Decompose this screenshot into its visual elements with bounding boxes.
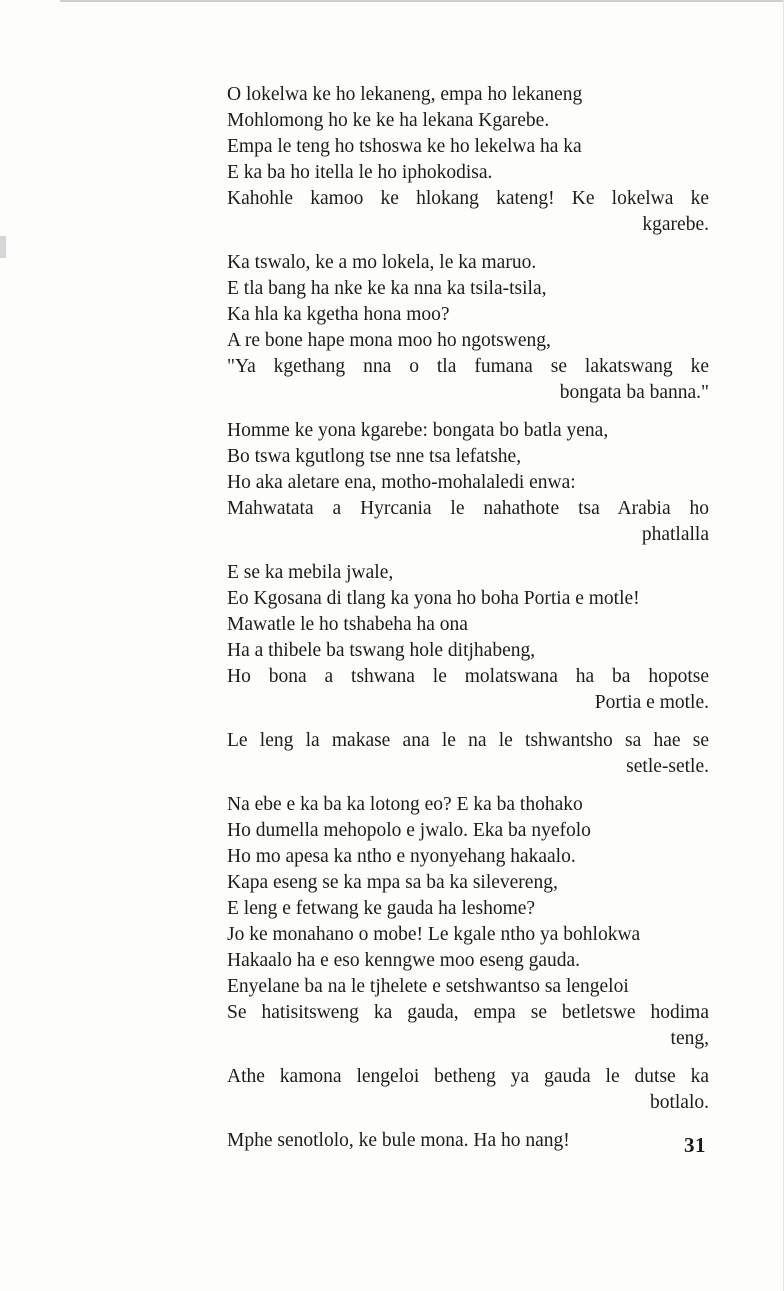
page-number: 31 [684,1133,706,1157]
poem-line: Mahwatata a Hyrcania le nahathote tsa Arabia ho [227,498,709,519]
page-edge-left [0,236,6,258]
poem-line: Kapa eseng se ka mpa sa ba ka silevereng, [227,872,558,893]
poem-line: Ha a thibele ba tswang hole ditjhabeng, [227,640,536,661]
poem-line: "Ya kgethang nna o tla fumana se lakatswang ke [227,356,709,377]
poem-line-continuation: kgarebe. [642,214,709,235]
poem-line-continuation: botlalo. [649,1092,709,1113]
stanza [227,1128,709,1154]
poem-text [227,82,709,1166]
poem-line: A re bone hape mona moo ho ngotsweng, [227,330,551,351]
poem-line: Ka hla ka kgetha hona moo? [227,304,450,325]
poem-line: Kahohle kamoo ke hlokang kateng! Ke lokelwa ke [227,188,709,209]
poem-line: Hakaalo ha e eso kenngwe moo eseng gauda. [227,950,581,971]
poem-line: Mohlomong ho ke ke ha lekana Kgarebe. [227,110,550,131]
stanza [227,560,709,716]
stanza [227,792,709,1052]
poem-line: Ho aka aletare ena, motho-mohalaledi enwa: [227,472,576,493]
poem-line-continuation: phatlalla [641,524,709,545]
poem-line: Athe kamona lengeloi betheng ya gauda le dutse ka [227,1066,709,1087]
page-edge-top [60,0,784,2]
stanza [227,82,709,238]
poem-line-continuation: Portia e motle. [594,692,709,713]
poem-line: Ka tswalo, ke a mo lokela, le ka maruo. [227,252,537,273]
poem-line: Eo Kgosana di tlang ka yona ho boha Portia e motle! [227,588,640,609]
poem-line: Empa le teng ho tshoswa ke ho lekelwa ha ka [227,136,582,157]
poem-line: Mphe senotlolo, ke bule mona. Ha ho nang! [227,1130,570,1151]
stanza [227,1064,709,1116]
poem-line: Mawatle le ho tshabeha ha ona [227,614,468,635]
poem-line: Ho mo apesa ka ntho e nyonyehang hakaalo. [227,846,576,867]
stanza [227,418,709,548]
poem-line: Bo tswa kgutlong tse nne tsa lefatshe, [227,446,522,467]
poem-line: Homme ke yona kgarebe: bongata bo batla yena, [227,420,609,441]
poem-line: O lokelwa ke ho lekaneng, empa ho lekaneng [227,84,583,105]
poem-line: Na ebe e ka ba ka lotong eo? E ka ba thohako [227,794,583,815]
poem-line: E leng e fetwang ke gauda ha leshome? [227,898,536,919]
poem-line: E tla bang ha nke ke ka nna ka tsila-tsila, [227,278,547,299]
poem-line: Se hatisitsweng ka gauda, empa se betletswe hodima [227,1002,709,1023]
stanza [227,728,709,780]
poem-line: Ho bona a tshwana le molatswana ha ba hopotse [227,666,709,687]
poem-line-continuation: setle-setle. [626,756,709,777]
poem-line-continuation: teng, [670,1028,709,1049]
poem-line: E se ka mebila jwale, [227,562,394,583]
poem-line: E ka ba ho itella le ho iphokodisa. [227,162,493,183]
stanza [227,250,709,406]
poem-line: Ho dumella mehopolo e jwalo. Eka ba nyefolo [227,820,591,841]
poem-line: Le leng la makase ana le na le tshwantsho sa hae se [227,730,709,751]
poem-line: Jo ke monahano o mobe! Le kgale ntho ya bohlokwa [227,924,641,945]
poem-line-continuation: bongata ba banna." [559,382,709,403]
poem-line: Enyelane ba na le tjhelete e setshwantso sa lengeloi [227,976,629,997]
